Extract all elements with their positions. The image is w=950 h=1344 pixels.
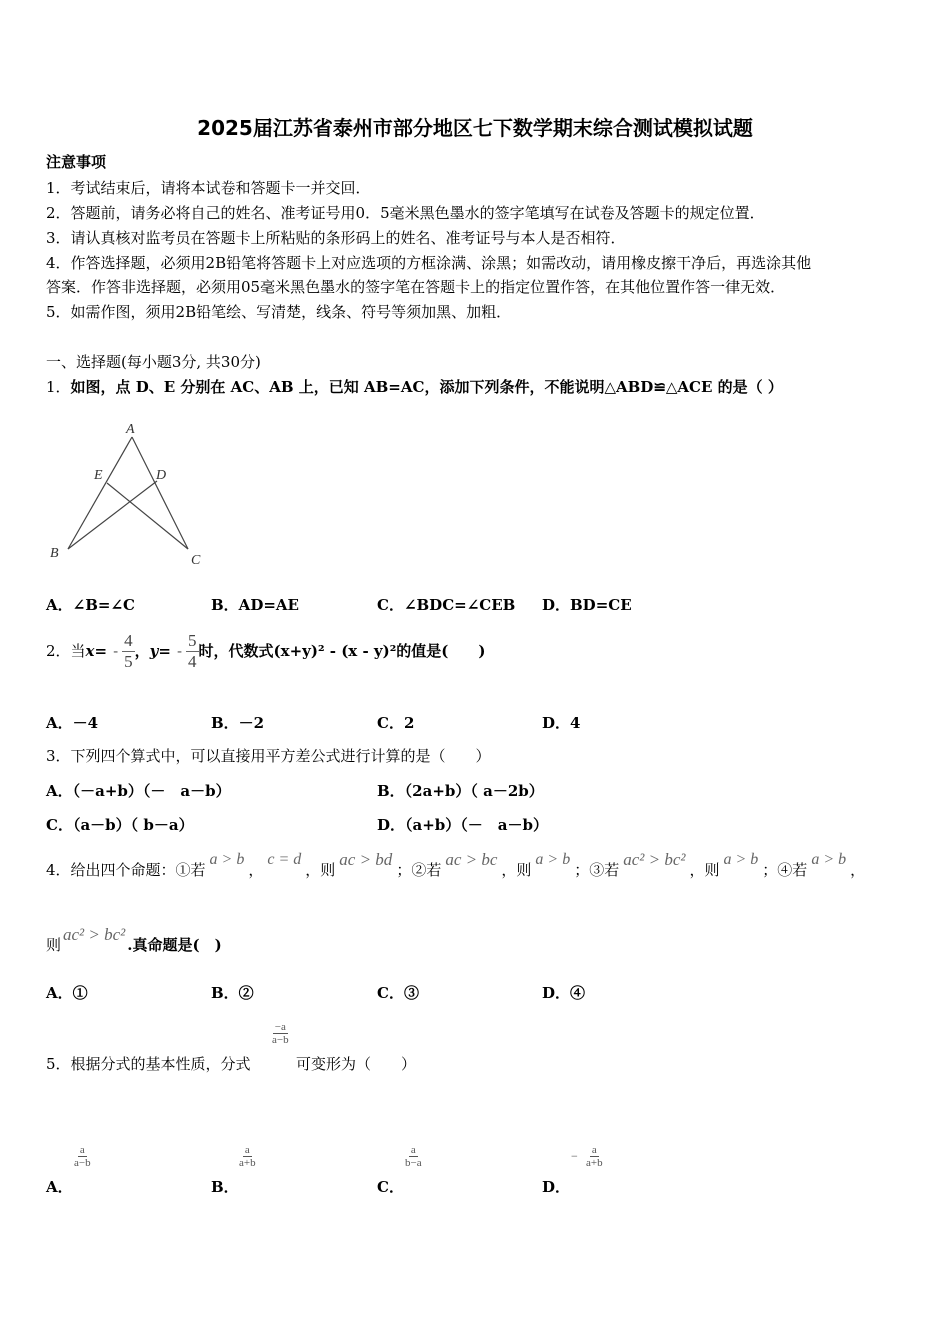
q4-math-2: c = d	[267, 851, 302, 868]
q2-number: 2．当	[46, 642, 86, 660]
q4-math-5: a > b	[535, 851, 571, 868]
q5-option-d-numerator: a	[591, 1144, 597, 1156]
q5-option-d-sign: −	[571, 1149, 578, 1163]
page-title: 2025届江苏省泰州市部分地区七下数学期末综合测试模拟试题	[197, 116, 753, 140]
q5-option-c-label: C．	[377, 1178, 404, 1196]
label-E: E	[94, 468, 103, 483]
q3-option-c: C．（a－b）（ b－a）	[46, 816, 194, 834]
q2-option-d: D．4	[542, 714, 581, 732]
q1-option-d: D．BD=CE	[542, 596, 632, 614]
notice-item: 4．作答选择题，必须用2B铅笔将答题卡上对应选项的方框涂满、涂黑；如需改动，请用橡皮擦干净后，再选涂其他	[46, 254, 812, 272]
q4-math-6: ac² > bc²	[623, 850, 686, 869]
section-heading: 一、选择题(每小题3分, 共30分)	[46, 353, 261, 371]
q3-option-a: A．（－a+b）（－ a－b）	[46, 782, 231, 800]
notice-item: 3．请认真核对监考员在答题卡上所粘贴的条形码上的姓名、准考证号与本人是否相符．	[46, 229, 626, 247]
q3-option-d: D．（a+b）（－ a－b）	[377, 816, 548, 834]
q4-text-11: .真命题是( )	[127, 936, 222, 954]
q4-option-d: D．④	[542, 984, 586, 1002]
q5-option-d-fraction	[584, 1144, 605, 1169]
q2-option-b: B．－2	[211, 714, 265, 732]
q4-text-5: ，则	[501, 861, 532, 879]
q5-fraction	[270, 1021, 291, 1046]
q2-y-fraction	[186, 631, 199, 672]
q2-x-fraction	[122, 631, 135, 672]
q4-stem-line2	[46, 925, 222, 955]
q2-y-denominator: 4	[188, 651, 197, 671]
q2-option-a: A．－4	[46, 714, 99, 732]
q5-stem-pre: 5．根据分式的基本性质，分式	[46, 1055, 251, 1073]
q5-option-d-denominator: a+b	[586, 1157, 603, 1169]
triangle-figure	[40, 415, 220, 575]
q1-option-c: C．∠BDC=∠CEB	[377, 596, 516, 614]
q5-option-a-fraction	[72, 1144, 93, 1169]
q2-y-numerator: 5	[188, 630, 197, 650]
q5-numerator: −a	[274, 1021, 286, 1033]
q5-stem-post: 可变形为（ ）	[296, 1055, 417, 1073]
notice-item: 答案．作答非选择题，必须用05毫米黑色墨水的签字笔在答题卡上的指定位置作答，在其他位置作答一律无效．	[46, 278, 786, 296]
q3-option-b: B．（2a+b）（ a－2b）	[377, 782, 544, 800]
q4-text-3: ，则	[305, 861, 336, 879]
q1-option-a: A．∠B=∠C	[46, 596, 135, 614]
q2-option-c: C．2	[377, 714, 415, 732]
notice-item: 1．考试结束后，请将本试卷和答题卡一并交回．	[46, 179, 371, 197]
q5-option-c-numerator: a	[410, 1144, 416, 1156]
q4-text-10: 则	[46, 936, 62, 954]
q1-text: 如图，点 D、E 分别在 AC、AB 上，已知 AB=AC，添加下列条件，不能说明△ABD≌△ACE 的是（ ）	[70, 378, 783, 396]
q1-stem	[46, 377, 783, 397]
segment-CE	[107, 483, 188, 549]
q2-comma: ，	[134, 642, 150, 660]
q5-option-a-numerator: a	[79, 1144, 85, 1156]
q4-math-8: a > b	[811, 851, 847, 868]
label-A: A	[126, 422, 135, 437]
q4-option-c: C．③	[377, 984, 419, 1002]
q4-option-a: A．①	[46, 984, 88, 1002]
q4-stem	[46, 850, 916, 880]
label-B: B	[50, 546, 59, 561]
q4-text-1: 4．给出四个命题：①若	[46, 861, 206, 879]
q5-option-b-numerator: a	[244, 1144, 250, 1156]
q4-math-7: a > b	[723, 851, 759, 868]
segment-AB	[68, 437, 132, 549]
q5-option-b-label: B．	[211, 1178, 239, 1196]
label-D: D	[156, 468, 167, 483]
q4-text-6: ；③若	[574, 861, 620, 879]
q4-math-3: ac > bd	[339, 850, 393, 869]
segment-BD	[68, 481, 157, 549]
q4-text-4: ；②若	[396, 861, 442, 879]
q5-option-b-fraction	[237, 1144, 258, 1169]
q5-denominator: a−b	[272, 1034, 289, 1046]
q2-y-sign: -	[176, 642, 183, 660]
q5-option-c-denominator: b−a	[405, 1157, 422, 1169]
q2-x-denominator: 5	[124, 651, 133, 671]
q4-math-4: ac > bc	[445, 850, 498, 869]
q2-tail: 时，代数式(x+y)² - (x - y)²的值是( )	[198, 642, 486, 660]
q5-option-a-denominator: a−b	[74, 1157, 91, 1169]
q5-option-a-label: A．	[46, 1178, 73, 1196]
q4-text-8: ；④若	[762, 861, 808, 879]
q3-stem: 3．下列四个算式中，可以直接用平方差公式进行计算的是（ ）	[46, 747, 491, 765]
q5-option-b-denominator: a+b	[239, 1157, 256, 1169]
q4-math-1: a > b	[209, 851, 245, 868]
q2-y-label: y=	[149, 642, 171, 660]
q4-text-9: ，	[850, 861, 866, 879]
q2-x-numerator: 4	[124, 630, 133, 650]
q2-stem	[46, 626, 485, 676]
label-C: C	[191, 553, 201, 568]
q4-text-7: ，则	[689, 861, 720, 879]
q1-number: 1．	[46, 378, 71, 396]
q2-x-label: x=	[85, 642, 108, 660]
notice-item: 2．答题前，请务必将自己的姓名、准考证号用0．5毫米黑色墨水的签字笔填写在试卷及答题卡的规定位置．	[46, 204, 765, 222]
q5-option-c-fraction	[403, 1144, 424, 1169]
notice-heading: 注意事项	[46, 153, 107, 171]
notice-item: 5．如需作图，须用2B铅笔绘、写清楚，线条、符号等须加黑、加粗．	[46, 303, 512, 321]
q2-x-sign: -	[113, 642, 119, 660]
q4-math-9: ac² > bc²	[63, 925, 126, 944]
q4-option-b: B．②	[211, 984, 254, 1002]
q4-text-2: ，	[248, 861, 264, 879]
q1-option-b: B．AD=AE	[211, 596, 299, 614]
q5-option-d-label: D．	[542, 1178, 571, 1196]
